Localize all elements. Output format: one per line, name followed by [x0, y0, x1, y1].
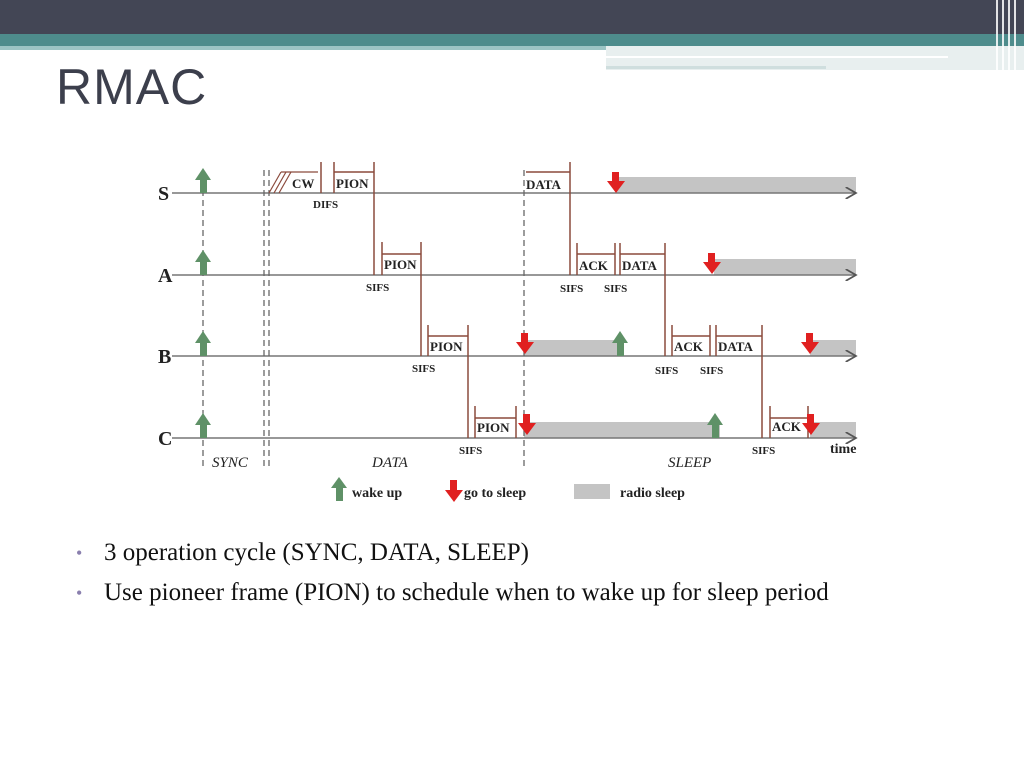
header-stripes: [992, 0, 1024, 70]
header-decoration-line: [606, 66, 826, 69]
wake-up-arrow-icon: [195, 250, 211, 275]
radio-sleep-bar-s: [616, 177, 856, 193]
radio-sleep-bar-a: [714, 259, 856, 275]
frame-label-cw: CW: [292, 176, 315, 191]
wake-up-arrow-icon: [195, 413, 211, 438]
node-label-s: S: [158, 183, 170, 205]
bullet-item: [76, 536, 956, 570]
rmac-timing-diagram: [150, 150, 870, 520]
node-label-a: A: [158, 265, 173, 287]
wake-up-arrow-icon: [195, 168, 211, 193]
legend-wake-up: [331, 477, 402, 501]
period-label-data: DATA: [372, 455, 408, 471]
legend-radio-sleep-swatch: [574, 484, 610, 499]
legend-label-radio-sleep: radio sleep: [620, 486, 685, 501]
legend-label-go-to-sleep: go to sleep: [464, 486, 527, 501]
bullet-dot-icon: •: [76, 583, 83, 603]
frame-label-data-a: DATA: [622, 258, 657, 273]
frame-label-pion-c: PION: [477, 420, 510, 435]
bullet-text: 3 operation cycle (SYNC, DATA, SLEEP): [104, 539, 530, 566]
slide-title: RMAC: [56, 59, 208, 115]
node-label-c: C: [158, 428, 173, 450]
frame-label-ack-b: ACK: [674, 339, 703, 354]
bullet-list: [76, 536, 956, 616]
legend-go-to-sleep: [445, 480, 526, 502]
interval-label-sifs: SIFS: [412, 363, 436, 375]
header-decoration-line: [606, 56, 948, 58]
interval-label-sifs: SIFS: [700, 365, 724, 377]
teal-light-band: [0, 46, 606, 50]
period-label-sleep: SLEEP: [668, 455, 712, 471]
interval-label-sifs: SIFS: [655, 365, 679, 377]
interval-label-difs: DIFS: [313, 199, 339, 211]
interval-label-sifs: SIFS: [366, 282, 390, 294]
bullet-text: Use pioneer frame (PION) to schedule when to wake up for sleep period: [104, 579, 829, 606]
interval-label-sifs: SIFS: [752, 445, 776, 457]
frame-label-ack-c: ACK: [772, 419, 801, 434]
wake-up-arrow-icon: [331, 477, 347, 501]
period-label-sync: SYNC: [212, 455, 248, 471]
frame-label-data-b: DATA: [718, 339, 753, 354]
top-bar: [0, 0, 1024, 34]
bullet-dot-icon: •: [76, 543, 83, 563]
go-to-sleep-arrow-icon: [445, 480, 463, 502]
interval-label-sifs: SIFS: [604, 283, 628, 295]
legend-label-wake-up: wake up: [352, 486, 403, 501]
teal-band: [0, 34, 1024, 46]
time-axis-label: time: [830, 442, 857, 457]
frame-label-data-s: DATA: [526, 177, 561, 192]
interval-label-sifs: SIFS: [560, 283, 584, 295]
frame-label-pion-b: PION: [430, 339, 463, 354]
legend-radio-sleep: [574, 484, 685, 501]
radio-sleep-bar-c1: [524, 422, 720, 438]
node-label-b: B: [158, 346, 172, 368]
wake-up-arrow-icon: [195, 331, 211, 356]
bullet-item: [76, 576, 956, 610]
radio-sleep-bar-b1: [524, 340, 620, 356]
interval-label-sifs: SIFS: [459, 445, 483, 457]
frame-label-ack-a: ACK: [579, 258, 608, 273]
frame-label-pion-s: PION: [336, 176, 369, 191]
frame-label-pion-a: PION: [384, 257, 417, 272]
